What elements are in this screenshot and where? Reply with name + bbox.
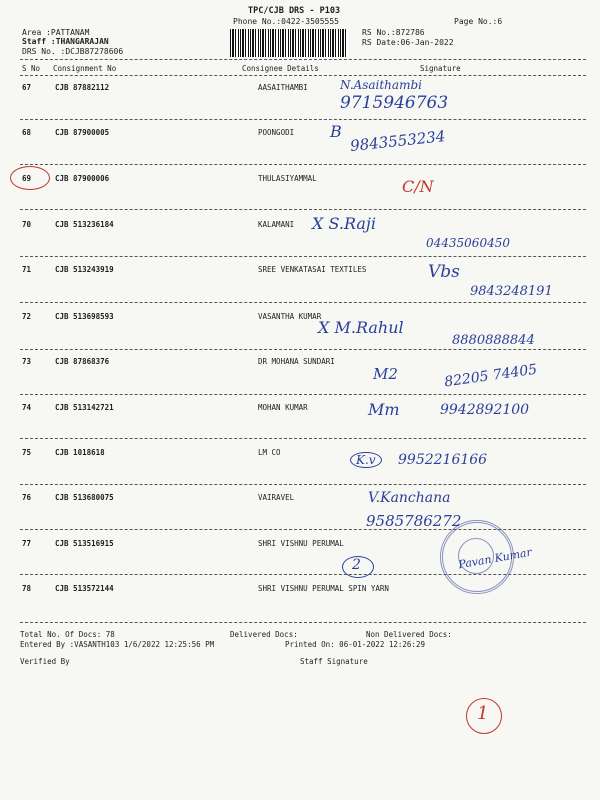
- drs-number: DRS No. :DCJB87278606: [22, 47, 124, 56]
- row-divider: [20, 302, 586, 303]
- handwritten-phone: 9843553234: [349, 127, 447, 155]
- row-sno: 70: [22, 220, 32, 229]
- non-delivered-docs: Non Delivered Docs:: [366, 630, 452, 639]
- handwritten-signature: X S.Raji: [312, 214, 376, 233]
- handwritten-signature: B: [330, 122, 342, 141]
- row-divider: [20, 256, 586, 257]
- staff-signature-label: Staff Signature: [300, 657, 368, 666]
- rs-number: RS No.:872786: [362, 28, 425, 37]
- row-consignment-no: CJB 1018618: [55, 448, 105, 457]
- handwritten-phone: 9585786272: [366, 512, 462, 530]
- column-header-consignment: Consignment No: [53, 64, 117, 73]
- row-consignee: KALAMANI: [258, 220, 295, 229]
- row-consignment-no: CJB 87900005: [55, 128, 110, 137]
- row-sno: 76: [22, 493, 32, 502]
- row-consignee: SREE VENKATASAI TEXTILES: [258, 265, 367, 274]
- row-divider: [20, 209, 586, 210]
- total-docs: Total No. Of Docs: 78: [20, 630, 115, 639]
- row-consignment-no: CJB 513680075: [55, 493, 114, 502]
- row-sno: 75: [22, 448, 32, 457]
- row-consignment-no: CJB 87882112: [55, 83, 110, 92]
- handwritten-phone: 04435060450: [426, 236, 510, 250]
- phone-number: Phone No.:0422-3505555: [233, 17, 339, 26]
- row-sno: 69: [22, 174, 32, 183]
- row-consignment-no: CJB 513236184: [55, 220, 114, 229]
- handwritten-phone: 9843248191: [470, 284, 553, 299]
- row-consignee: SHRI VISHNU PERUMAL SPIN YARN: [258, 584, 389, 593]
- verified-by: Verified By: [20, 657, 70, 666]
- row-consignee: VAIRAVEL: [258, 493, 295, 502]
- row-consignee: VASANTHA KUMAR: [258, 312, 322, 321]
- row-consignment-no: CJB 513698593: [55, 312, 114, 321]
- row-consignee: LM CO: [258, 448, 281, 457]
- stamp-signature: Pavan Kumar: [457, 545, 533, 572]
- row-sno: 71: [22, 265, 32, 274]
- divider: [20, 75, 586, 76]
- staff-name: Staff :THANGARAJAN: [22, 37, 109, 46]
- page-number: Page No.:6: [454, 17, 503, 26]
- row-sno: 78: [22, 584, 32, 593]
- row-sno: 77: [22, 539, 32, 548]
- rs-date: RS Date:06-Jan-2022: [362, 38, 454, 47]
- row-sno: 68: [22, 128, 32, 137]
- handwritten-phone: 9942892100: [440, 402, 530, 418]
- handwritten-signature: Vbs: [428, 262, 460, 282]
- handwritten-signature: K.v: [350, 452, 382, 468]
- row-consignment-no: CJB 513142721: [55, 403, 114, 412]
- divider: [20, 622, 586, 623]
- handwritten-cn-mark: C/N: [402, 177, 434, 196]
- barcode: [230, 29, 348, 57]
- handwritten-mark: 2: [352, 557, 361, 573]
- handwritten-phone: 8880888844: [452, 333, 535, 348]
- handwritten-signature: Mm: [368, 400, 400, 419]
- row-consignee: POONGODI: [258, 128, 295, 137]
- red-corner-number: 1: [477, 703, 489, 724]
- document-title: TPC/CJB DRS - P103: [248, 6, 341, 16]
- entered-by: Entered By :VASANTH103 1/6/2022 12:25:56 PM: [20, 640, 215, 649]
- row-consignment-no: CJB 87900006: [55, 174, 110, 183]
- row-consignee: MOHAN KUMAR: [258, 403, 308, 412]
- row-divider: [20, 349, 586, 350]
- row-sno: 72: [22, 312, 32, 321]
- row-divider: [20, 438, 586, 439]
- divider: [20, 59, 586, 60]
- row-divider: [20, 484, 586, 485]
- row-divider: [20, 164, 586, 165]
- row-consignee: DR MOHANA SUNDARI: [258, 357, 335, 366]
- row-consignment-no: CJB 513572144: [55, 584, 114, 593]
- handwritten-phone: 9952216166: [398, 452, 488, 468]
- row-sno: 73: [22, 357, 32, 366]
- handwritten-phone: 82205 74405: [443, 361, 539, 391]
- printed-on: Printed On: 06-01-2022 12:26:29: [285, 640, 425, 649]
- row-consignee: SHRI VISHNU PERUMAL: [258, 539, 344, 548]
- row-consignee: THULASIYAMMAL: [258, 174, 317, 183]
- row-divider: [20, 394, 586, 395]
- column-header-sno: S No: [22, 64, 41, 73]
- handwritten-phone: 9715946763: [340, 93, 449, 113]
- column-header-signature: Signature: [420, 64, 461, 73]
- row-consignee: AASAITHAMBI: [258, 83, 308, 92]
- area: Area :PATTANAM: [22, 28, 90, 37]
- row-sno: 74: [22, 403, 32, 412]
- row-sno: 67: [22, 83, 32, 92]
- handwritten-signature: X M.Rahul: [318, 318, 404, 337]
- handwritten-signature: M2: [373, 365, 398, 383]
- row-divider: [20, 119, 586, 120]
- column-header-consignee: Consignee Details: [242, 64, 319, 73]
- row-consignment-no: CJB 87868376: [55, 357, 110, 366]
- row-consignment-no: CJB 513243919: [55, 265, 114, 274]
- handwritten-signature: V.Kanchana: [368, 490, 451, 506]
- delivered-docs: Delivered Docs:: [230, 630, 298, 639]
- row-consignment-no: CJB 513516915: [55, 539, 114, 548]
- handwritten-signature: N.Asaithambi: [340, 78, 422, 92]
